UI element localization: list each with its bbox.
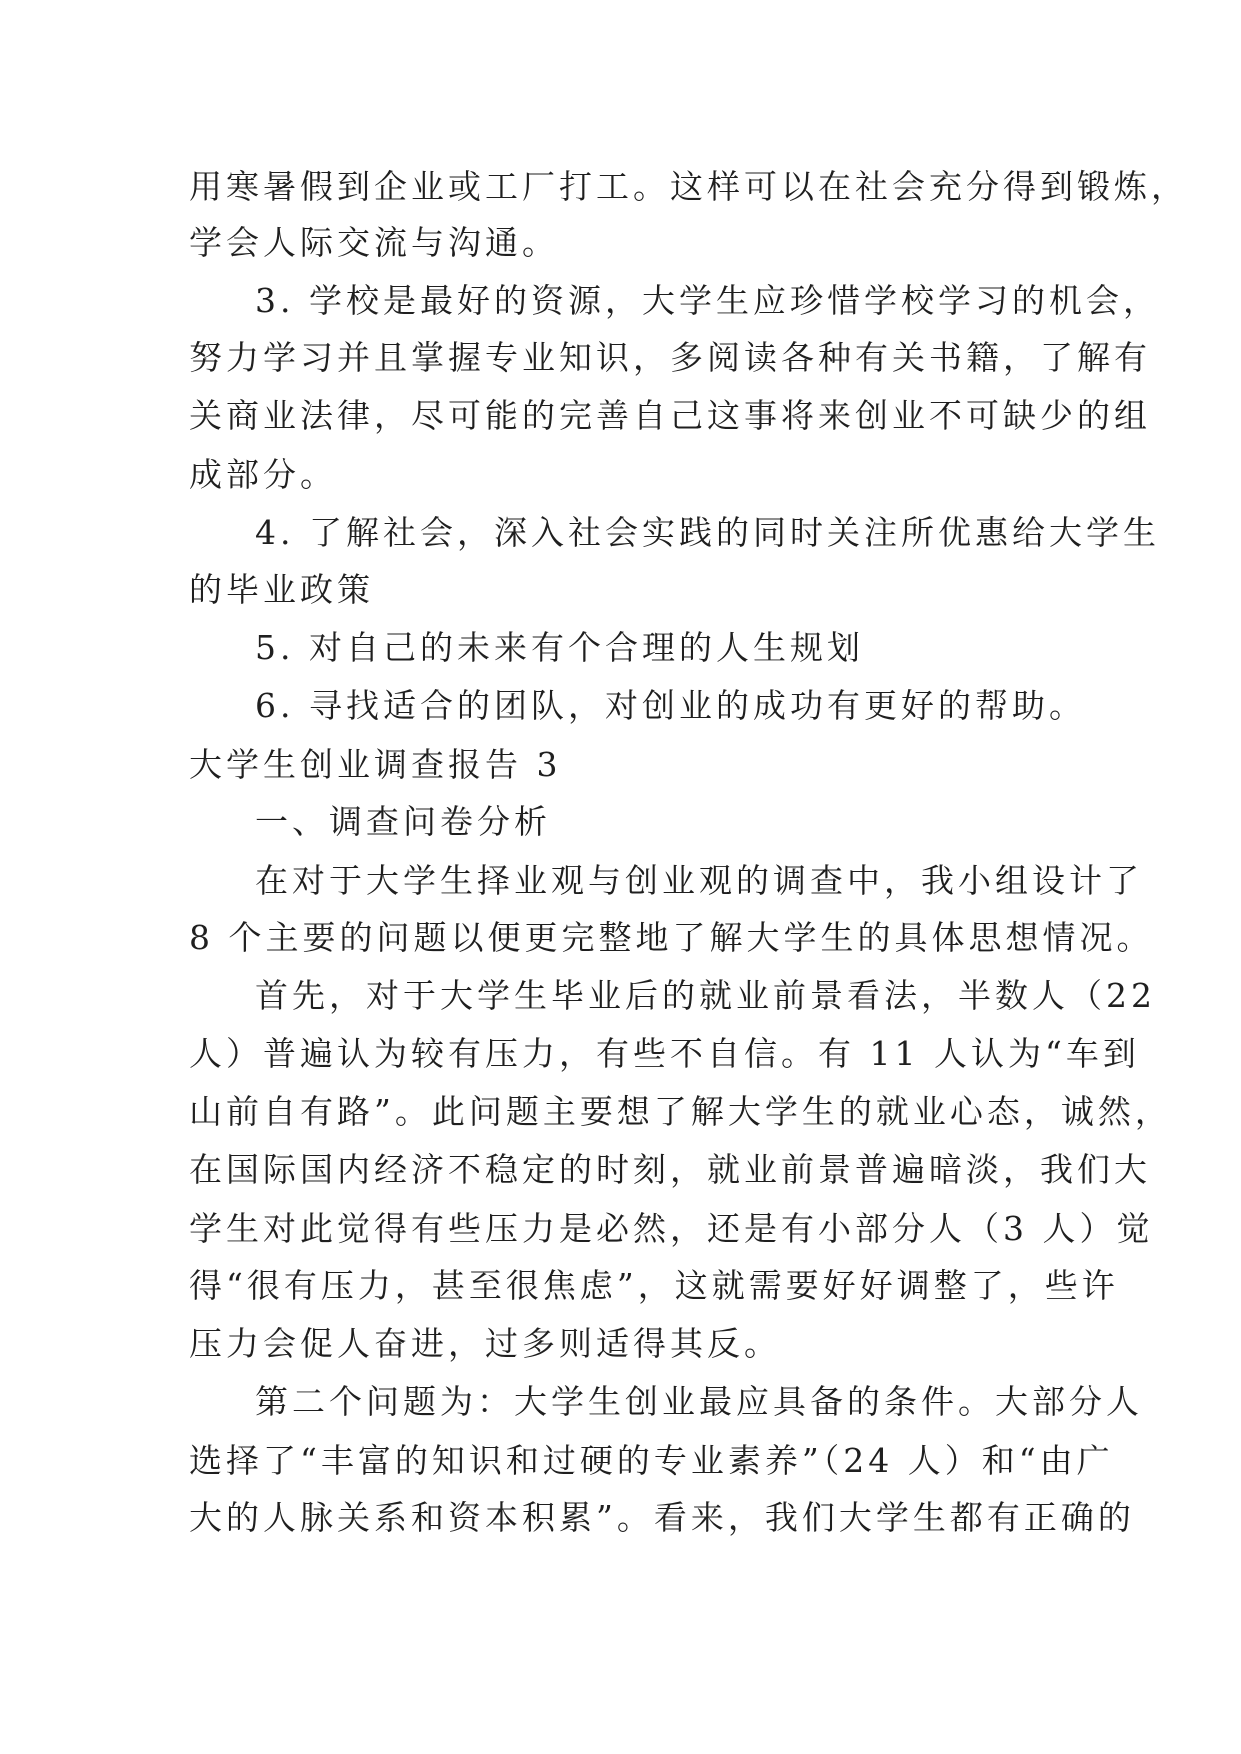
subsection-heading: 一、调查问卷分析: [255, 802, 551, 841]
text-line: 5. 对自己的未来有个合理的人生规划: [255, 628, 864, 667]
text-line: 用寒暑假到企业或工厂打工。这样可以在社会充分得到锻炼，: [189, 167, 1188, 206]
text-line: 4. 了解社会，深入社会实践的同时关注所优惠给大学生: [255, 513, 1160, 552]
text-line: 山前自有路”。此问题主要想了解大学生的就业心态，诚然，: [189, 1092, 1172, 1131]
text-line: 得“很有压力，甚至很焦虑”，这就需要好好调整了，些许: [189, 1266, 1119, 1305]
text-line: 在对于大学生择业观与创业观的调查中，我小组设计了: [255, 861, 1143, 900]
text-line: 大的人脉关系和资本积累”。看来，我们大学生都有正确的: [189, 1498, 1135, 1537]
text-line: 的毕业政策: [189, 570, 374, 609]
text-line: 3. 学校是最好的资源，大学生应珍惜学校学习的机会，: [255, 281, 1160, 320]
text-line: 人）普遍认为较有压力，有些不自信。有 11 人认为“车到: [189, 1034, 1140, 1073]
text-line: 关商业法律，尽可能的完善自己这事将来创业不可缺少的组: [189, 396, 1151, 435]
text-line: 成部分。: [189, 455, 337, 494]
text-line: 压力会促人奋进，过多则适得其反。: [189, 1324, 781, 1363]
text-line: 8 个主要的问题以便更完整地了解大学生的具体思想情况。: [189, 918, 1154, 957]
text-line: 努力学习并且掌握专业知识，多阅读各种有关书籍，了解有: [189, 338, 1151, 377]
text-line: 学会人际交流与沟通。: [189, 223, 559, 262]
section-heading: 大学生创业调查报告 3: [189, 745, 562, 784]
text-line: 第二个问题为：大学生创业最应具备的条件。大部分人: [255, 1382, 1143, 1421]
text-line: 学生对此觉得有些压力是必然，还是有小部分人（3 人）觉: [189, 1209, 1154, 1248]
text-line: 6. 寻找适合的团队，对创业的成功有更好的帮助。: [255, 686, 1086, 725]
text-line: 在国际国内经济不稳定的时刻，就业前景普遍暗淡，我们大: [189, 1150, 1151, 1189]
text-line: 选择了“丰富的知识和过硬的专业素养”（24 人）和“由广: [189, 1441, 1114, 1480]
text-line: 首先，对于大学生毕业后的就业前景看法，半数人（22: [255, 976, 1156, 1015]
